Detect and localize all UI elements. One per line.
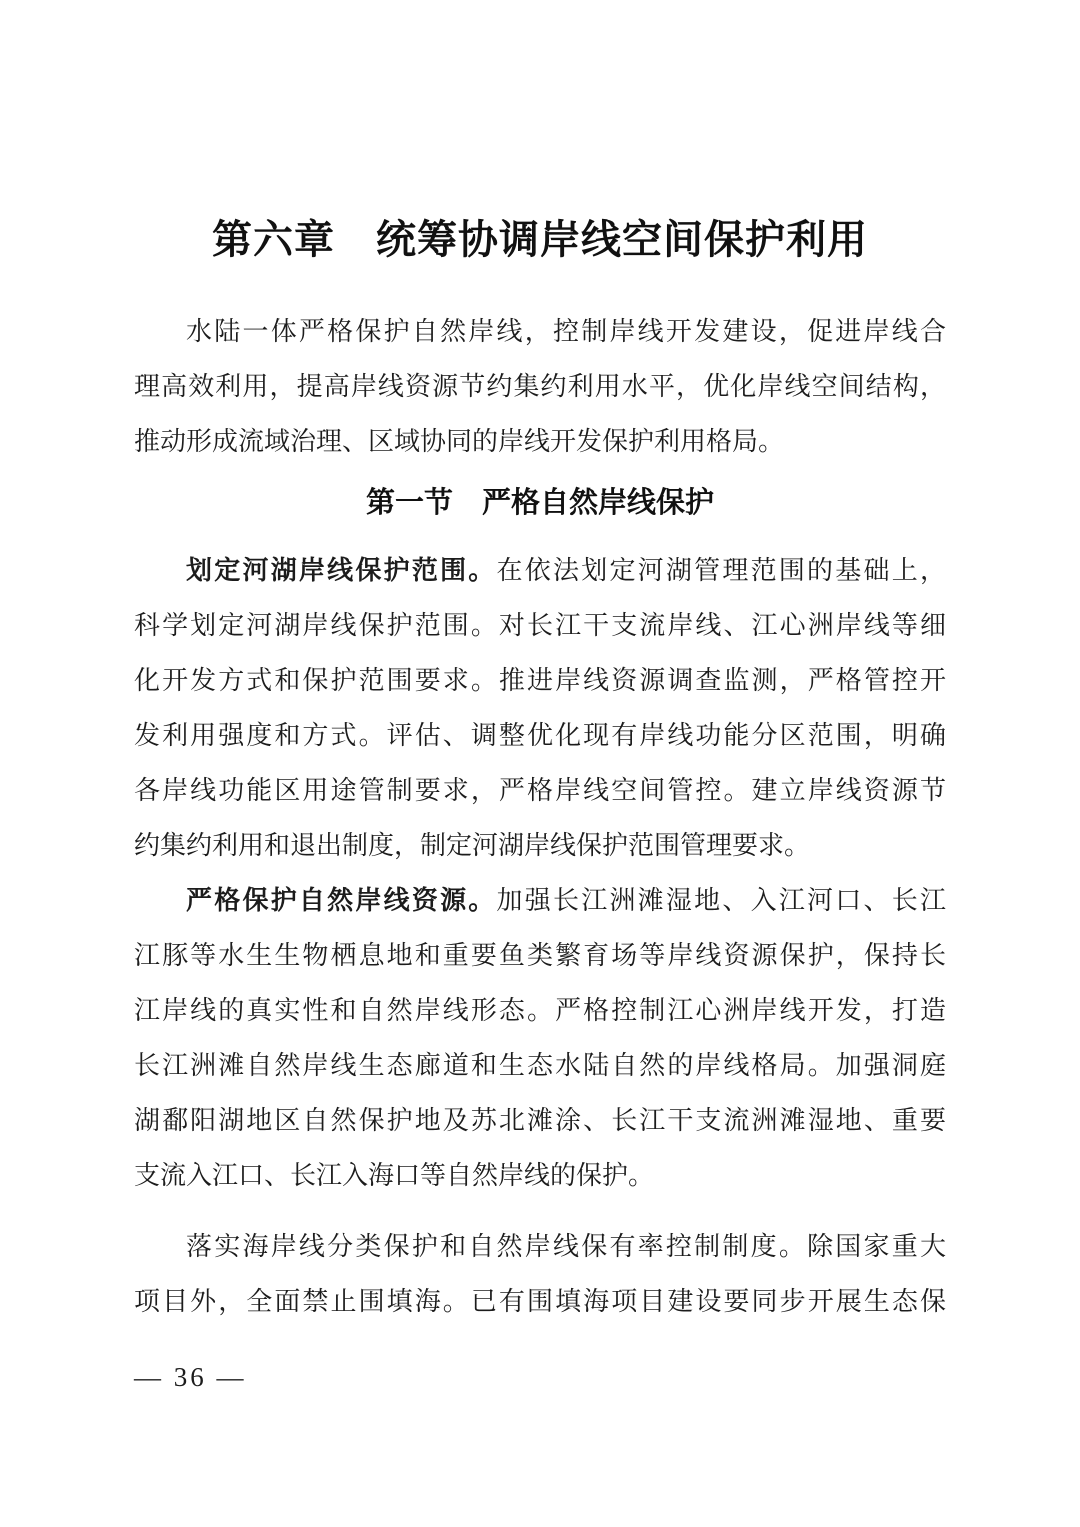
page-content (134, 216, 946, 1329)
text-line: 落实海岸线分类保护和自然岸线保有率控制制度。除国家重大 (186, 1232, 946, 1261)
text-line: 江豚等水生生物栖息地和重要鱼类繁育场等岸线资源保护，保持长 (134, 941, 946, 970)
text-line (134, 873, 946, 928)
text-line: 理高效利用，提高岸线资源节约集约利用水平，优化岸线空间结构， (134, 372, 946, 401)
text-line: 各岸线功能区用途管制要求，严格岸线空间管控。建立岸线资源节 (134, 776, 946, 805)
paragraph-lead-bold: 严格保护自然岸线资源。 (186, 886, 497, 915)
paragraph-lead-bold: 划定河湖岸线保护范围。 (186, 556, 497, 585)
text-line (134, 543, 946, 598)
page-number: — 36 — (134, 1362, 247, 1392)
paragraph-protect-resources (134, 873, 946, 1203)
paragraph-coastline-classification (134, 1219, 946, 1329)
text-line: 项目外，全面禁止围填海。已有围填海项目建设要同步开展生态保 (134, 1287, 946, 1316)
text-line: 推动形成流域治理、区域协同的岸线开发保护利用格局。 (134, 427, 785, 456)
chapter-title: 第六章 统筹协调岸线空间保护利用 (212, 218, 868, 262)
paragraph-lead-rest: 加强长江洲滩湿地、入江河口、长江 (496, 886, 946, 915)
text-line: 发利用强度和方式。评估、调整优化现有岸线功能分区范围，明确 (134, 721, 946, 750)
paragraph-intro (134, 304, 946, 469)
text-line: 支流入江口、长江入海口等自然岸线的保护。 (134, 1161, 655, 1190)
paragraph-delineate-scope (134, 543, 946, 873)
text-line: 约集约利用和退出制度，制定河湖岸线保护范围管理要求。 (134, 831, 811, 860)
text-line: 水陆一体严格保护自然岸线，控制岸线开发建设，促进岸线合 (186, 317, 946, 346)
text-line: 化开发方式和保护范围要求。推进岸线资源调查监测，严格管控开 (134, 666, 946, 695)
section-title: 第一节 严格自然岸线保护 (365, 487, 714, 519)
paragraph-lead-rest: 在依法划定河湖管理范围的基础上， (496, 556, 946, 585)
text-line: 科学划定河湖岸线保护范围。对长江干支流岸线、江心洲岸线等细 (134, 611, 946, 640)
text-line: 江岸线的真实性和自然岸线形态。严格控制江心洲岸线开发，打造 (134, 996, 946, 1025)
text-line: 长江洲滩自然岸线生态廊道和生态水陆自然的岸线格局。加强洞庭 (134, 1051, 946, 1080)
text-line: 湖鄱阳湖地区自然保护地及苏北滩涂、长江干支流洲滩湿地、重要 (134, 1106, 946, 1135)
